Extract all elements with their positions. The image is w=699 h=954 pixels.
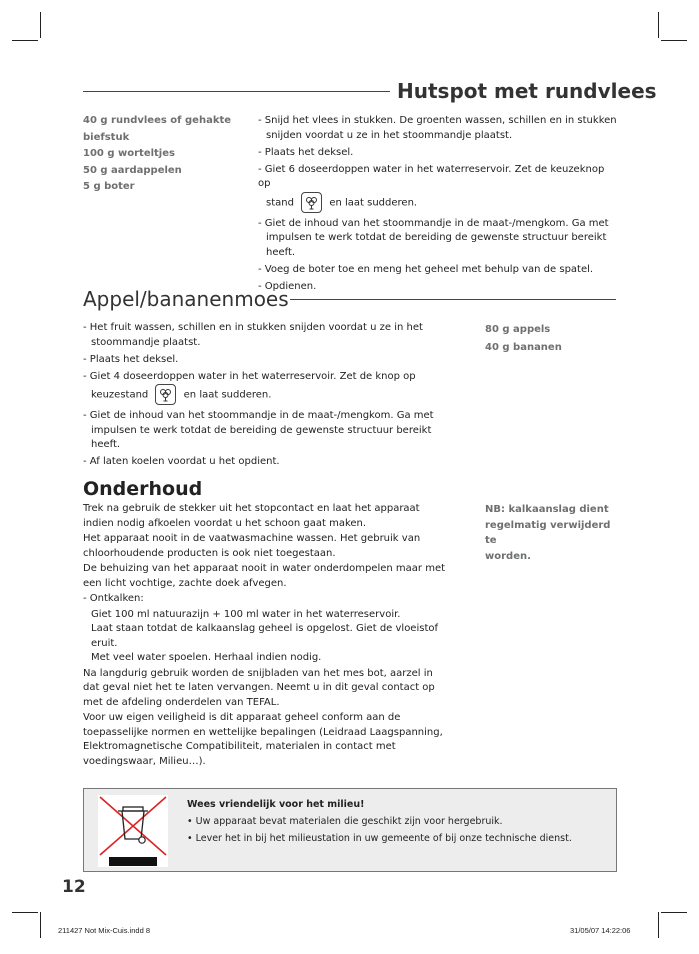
crop-mark (661, 40, 687, 41)
text-line: Laat staan totdat de kalkaanslag geheel is opgelost. Giet de vloeistof eruit. (91, 623, 439, 649)
text-line: chloorhoudende producten is ook niet toegestaan. (83, 547, 336, 559)
step-item (83, 321, 453, 350)
step-line: - Giet de inhoud van het stoommandje in de maat-/mengkom. Ga met (83, 410, 434, 421)
crop-mark (658, 12, 659, 38)
crossed-out-bin-icon (98, 795, 168, 867)
step-line: stoommandje plaatst. (91, 336, 201, 348)
ingredient-line: 5 g boter (83, 181, 135, 192)
step-line (83, 384, 453, 407)
footer-timestamp: 31/05/07 14:22:06 (570, 926, 631, 935)
step-item (83, 370, 453, 407)
crop-mark (40, 12, 41, 38)
text-line: Met veel water spoelen. Herhaal indien nodig. (91, 652, 322, 663)
crop-mark (661, 912, 687, 913)
onderhoud-text (83, 502, 463, 769)
steam-setting-icon (155, 384, 176, 405)
environment-bullet: • Lever het in bij het milieustation in uw gemeente of bij onze technische dienst. (187, 833, 572, 844)
ingredient-line: 80 g appels (485, 324, 551, 335)
step-item (258, 163, 618, 215)
ingredient-line: 50 g aardappelen (83, 164, 182, 176)
step-item (258, 114, 618, 143)
step-line: - Het fruit wassen, schillen en in stukken snijden voordat u ze in het (83, 322, 423, 333)
step-text: keuzestand (91, 389, 149, 401)
hutspot-title: Hutspot met rundvlees (397, 79, 657, 103)
crop-mark (12, 912, 38, 913)
text-line: met de afdeling onderdelen van TEFAL. (83, 696, 280, 708)
step-line: impulsen te werk totdat de bereiding de gewenste structuur bereikt heeft. (91, 424, 432, 450)
text-line: dat geval niet het te laten vervangen. Neemt u in dit geval contact op (83, 682, 435, 693)
text-line: Trek na gebruik de stekker uit het stopcontact en laat het apparaat (83, 503, 420, 514)
step-line: impulsen te werk totdat de bereiding de gewenste structuur bereikt heeft. (266, 232, 607, 258)
ingredient-line: 100 g worteltjes (83, 148, 175, 159)
step-item: - Plaats het deksel. (258, 146, 354, 158)
step-line: - Snijd het vlees in stukken. De groenten wassen, schillen en in stukken (258, 115, 617, 126)
step-item: - Voeg de boter toe en meng het geheel met behulp van de spatel. (258, 263, 594, 275)
text-line: indien nodig afkoelen voordat u het schoon gaat maken. (83, 517, 367, 529)
step-text: stand (266, 197, 294, 208)
environment-bullet: • Uw apparaat bevat materialen die geschikt zijn voor hergebruik. (187, 816, 503, 827)
step-line: - Giet 4 doseerdoppen water in het waterreservoir. Zet de knop op (83, 370, 416, 382)
text-line: - Ontkalken: (83, 593, 144, 604)
step-item (83, 409, 453, 453)
environment-title: Wees vriendelijk voor het milieu! (187, 799, 365, 810)
step-item: - Opdienen. (258, 280, 317, 292)
step-line (258, 192, 618, 215)
text-line: Voor uw eigen veiligheid is dit apparaat geheel conform aan de (83, 712, 401, 723)
onderhoud-title: Onderhoud (83, 478, 203, 500)
step-text: en laat sudderen. (183, 389, 272, 401)
title-rule (83, 91, 390, 92)
text-line: toepasselijke normen en wettelijke bepalingen (Leidraad Laagspanning, (83, 726, 443, 738)
step-line: snijden voordat u ze in het stoommandje plaatst. (266, 129, 513, 141)
crop-mark (658, 912, 659, 938)
text-line: De behuizing van het apparaat nooit in water onderdompelen maar met (83, 563, 446, 574)
step-line: - Giet 6 doseerdoppen water in het waterreservoir. Zet de keuzeknop op (258, 163, 605, 189)
environment-box (83, 788, 617, 872)
note-line: worden. (485, 550, 531, 562)
step-line: - Giet de inhoud van het stoommandje in de maat-/mengkom. Ga met (258, 217, 609, 229)
crop-mark (40, 912, 41, 938)
hutspot-ingredients (83, 113, 253, 196)
text-line: voedingswaar, Milieu…). (83, 755, 206, 767)
step-item (258, 217, 618, 261)
page-number: 12 (62, 877, 86, 897)
step-text: en laat sudderen. (329, 197, 418, 208)
text-line: Elektromagnetische Compatibiliteit, materialen in contact met (83, 741, 396, 752)
step-item: - Plaats het deksel. (83, 353, 179, 365)
text-line: Na langdurig gebruik worden de snijbladen van het mes bot, aarzel in (83, 667, 433, 679)
ingredient-line: 40 g bananen (485, 342, 562, 353)
note-line: NB: kalkaanslag dient (485, 504, 609, 515)
text-line: Het apparaat nooit in de vaatwasmachine wassen. Het gebruik van (83, 533, 421, 544)
appel-steps (83, 321, 453, 472)
ingredient-line: 40 g rundvlees of gehakte (83, 115, 232, 126)
hutspot-steps (258, 114, 618, 297)
ingredient-line: biefstuk (83, 131, 130, 143)
crop-mark (12, 40, 38, 41)
step-item: - Af laten koelen voordat u het opdient. (83, 456, 280, 467)
steam-setting-icon (301, 192, 322, 213)
appel-ingredients (485, 321, 625, 357)
text-line: een licht vochtige, zachte doek afvegen. (83, 577, 287, 589)
note-line: regelmatig verwijderd te (485, 519, 611, 546)
text-line: Giet 100 ml natuurazijn + 100 ml water in het waterreservoir. (91, 608, 401, 620)
footer-file-info: 211427 Not Mix-Cuis.indd 8 (58, 926, 150, 935)
title-rule (290, 299, 616, 300)
maintenance-note (485, 502, 625, 564)
appel-title: Appel/bananenmoes (83, 287, 289, 311)
